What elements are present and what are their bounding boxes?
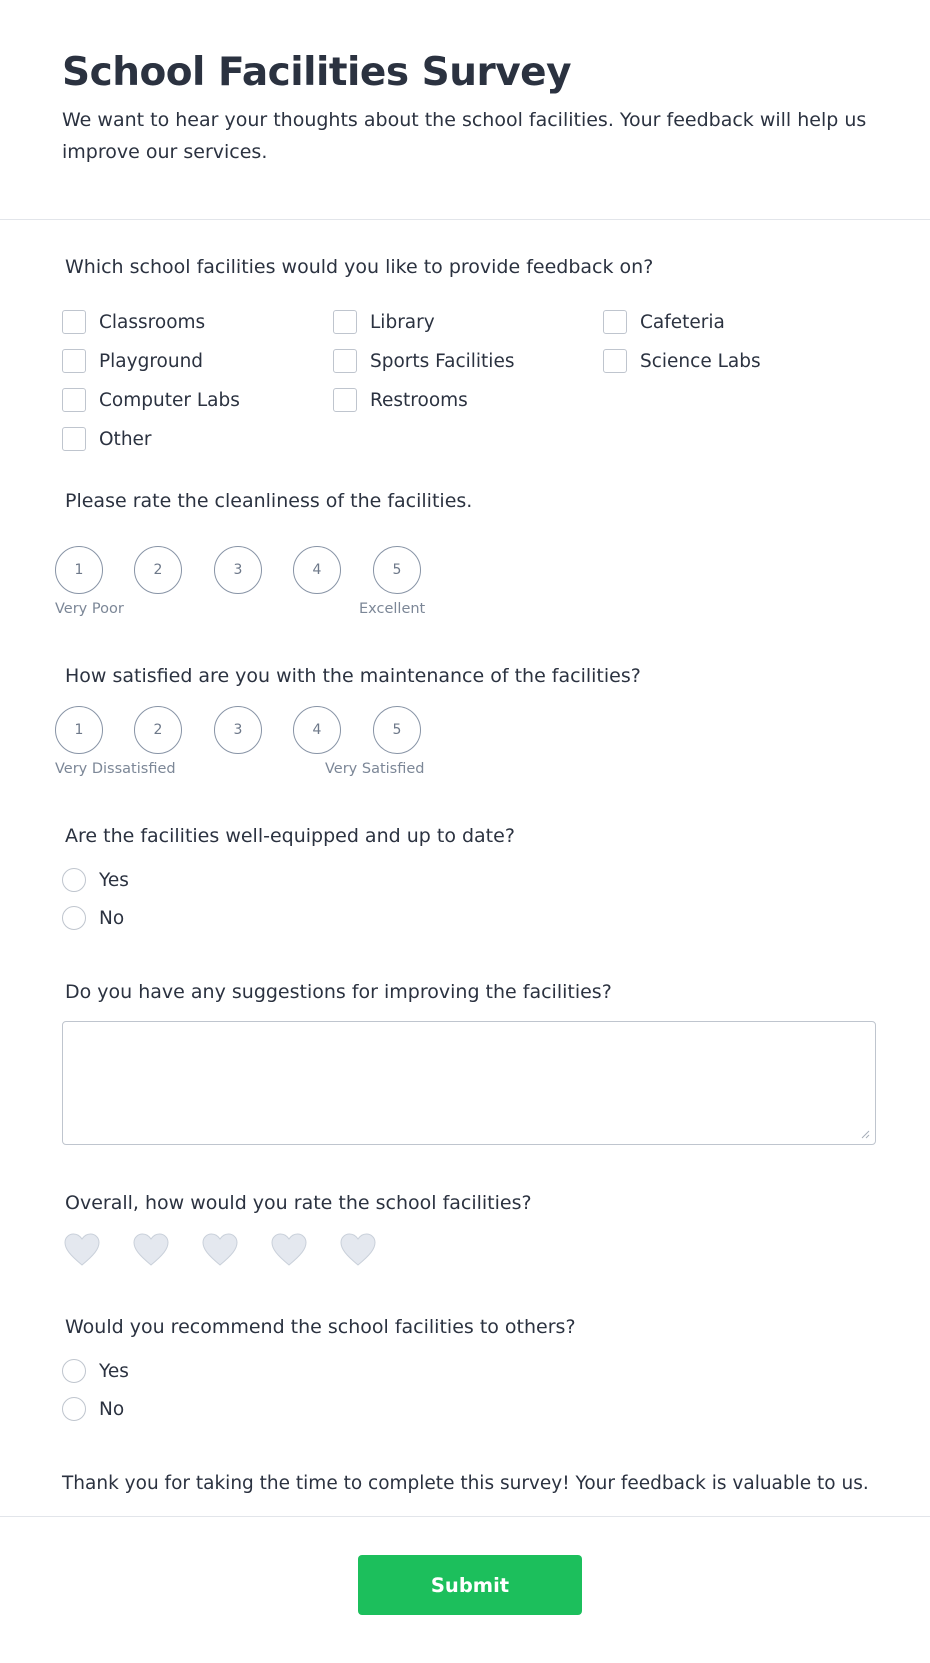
heart-icon[interactable] bbox=[340, 1233, 376, 1267]
question-recommend: Would you recommend the school facilities to others? bbox=[65, 1316, 576, 1338]
suggestions-textarea[interactable] bbox=[62, 1021, 876, 1145]
cleanliness-rating-2[interactable]: 2 bbox=[134, 546, 182, 594]
heart-icon[interactable] bbox=[133, 1233, 169, 1267]
checkbox-box[interactable] bbox=[333, 388, 357, 412]
checkbox-label: Restrooms bbox=[370, 389, 468, 411]
heart-icon[interactable] bbox=[64, 1233, 100, 1267]
checkbox-label: Computer Labs bbox=[99, 389, 240, 411]
heart-icon[interactable] bbox=[202, 1233, 238, 1267]
checkbox-library[interactable] bbox=[333, 309, 435, 335]
checkbox-box[interactable] bbox=[62, 310, 86, 334]
checkbox-box[interactable] bbox=[333, 310, 357, 334]
radio-button[interactable] bbox=[62, 1359, 86, 1383]
page-title: School Facilities Survey bbox=[62, 50, 572, 95]
submit-button[interactable]: Submit bbox=[358, 1555, 582, 1615]
checkbox-label: Other bbox=[99, 428, 152, 450]
cleanliness-rating-4[interactable]: 4 bbox=[293, 546, 341, 594]
survey-header bbox=[0, 0, 930, 220]
checkbox-box[interactable] bbox=[62, 349, 86, 373]
radio-button[interactable] bbox=[62, 868, 86, 892]
checkbox-sports-facilities[interactable] bbox=[333, 348, 514, 374]
checkbox-classrooms[interactable] bbox=[62, 309, 205, 335]
recommend-radio-no[interactable] bbox=[62, 1396, 124, 1422]
cleanliness-max-label: Excellent bbox=[359, 601, 426, 617]
checkbox-restrooms[interactable] bbox=[333, 387, 468, 413]
radio-label: No bbox=[99, 1398, 125, 1420]
maintenance-rating-3[interactable]: 3 bbox=[214, 706, 262, 754]
footer-divider bbox=[0, 1516, 930, 1517]
radio-button[interactable] bbox=[62, 1397, 86, 1421]
heart-icon[interactable] bbox=[271, 1233, 307, 1267]
question-maintenance: How satisfied are you with the maintenance of the facilities? bbox=[65, 665, 641, 687]
equipped-radio-no[interactable] bbox=[62, 905, 124, 931]
checkbox-box[interactable] bbox=[333, 349, 357, 373]
maintenance-rating-1[interactable]: 1 bbox=[55, 706, 103, 754]
question-suggestions: Do you have any suggestions for improving the facilities? bbox=[65, 981, 612, 1003]
checkbox-label: Sports Facilities bbox=[370, 350, 515, 372]
maintenance-min-label: Very Dissatisfied bbox=[55, 761, 176, 777]
radio-label: Yes bbox=[99, 1360, 129, 1382]
equipped-radio-yes[interactable] bbox=[62, 867, 129, 893]
checkbox-box[interactable] bbox=[62, 427, 86, 451]
checkbox-playground[interactable] bbox=[62, 348, 203, 374]
radio-label: No bbox=[99, 907, 125, 929]
checkbox-box[interactable] bbox=[603, 310, 627, 334]
question-cleanliness: Please rate the cleanliness of the facilities. bbox=[65, 490, 473, 512]
cleanliness-rating-1[interactable]: 1 bbox=[55, 546, 103, 594]
radio-button[interactable] bbox=[62, 906, 86, 930]
checkbox-computer-labs[interactable] bbox=[62, 387, 240, 413]
maintenance-rating-5[interactable]: 5 bbox=[373, 706, 421, 754]
cleanliness-min-label: Very Poor bbox=[55, 601, 124, 617]
recommend-radio-yes[interactable] bbox=[62, 1358, 129, 1384]
checkbox-label: Science Labs bbox=[640, 350, 761, 372]
cleanliness-rating-3[interactable]: 3 bbox=[214, 546, 262, 594]
checkbox-science-labs[interactable] bbox=[603, 348, 761, 374]
maintenance-rating-2[interactable]: 2 bbox=[134, 706, 182, 754]
checkbox-box[interactable] bbox=[603, 349, 627, 373]
resize-grip-icon[interactable] bbox=[861, 1130, 870, 1139]
maintenance-rating-4[interactable]: 4 bbox=[293, 706, 341, 754]
cleanliness-rating-5[interactable]: 5 bbox=[373, 546, 421, 594]
radio-label: Yes bbox=[99, 869, 129, 891]
checkbox-box[interactable] bbox=[62, 388, 86, 412]
checkbox-cafeteria[interactable] bbox=[603, 309, 725, 335]
question-equipped: Are the facilities well-equipped and up to date? bbox=[65, 825, 515, 847]
question-overall: Overall, how would you rate the school facilities? bbox=[65, 1192, 532, 1214]
checkbox-label: Classrooms bbox=[99, 311, 206, 333]
thank-you-message: Thank you for taking the time to complete this survey! Your feedback is valuable to us. bbox=[62, 1473, 869, 1494]
checkbox-other[interactable] bbox=[62, 426, 152, 452]
checkbox-label: Library bbox=[370, 311, 435, 333]
maintenance-max-label: Very Satisfied bbox=[325, 761, 425, 777]
question-facilities: Which school facilities would you like to provide feedback on? bbox=[65, 256, 654, 278]
checkbox-label: Playground bbox=[99, 350, 204, 372]
checkbox-label: Cafeteria bbox=[640, 311, 725, 333]
page-subtitle: We want to hear your thoughts about the school facilities. Your feedback will help us improve our services. bbox=[62, 109, 867, 163]
